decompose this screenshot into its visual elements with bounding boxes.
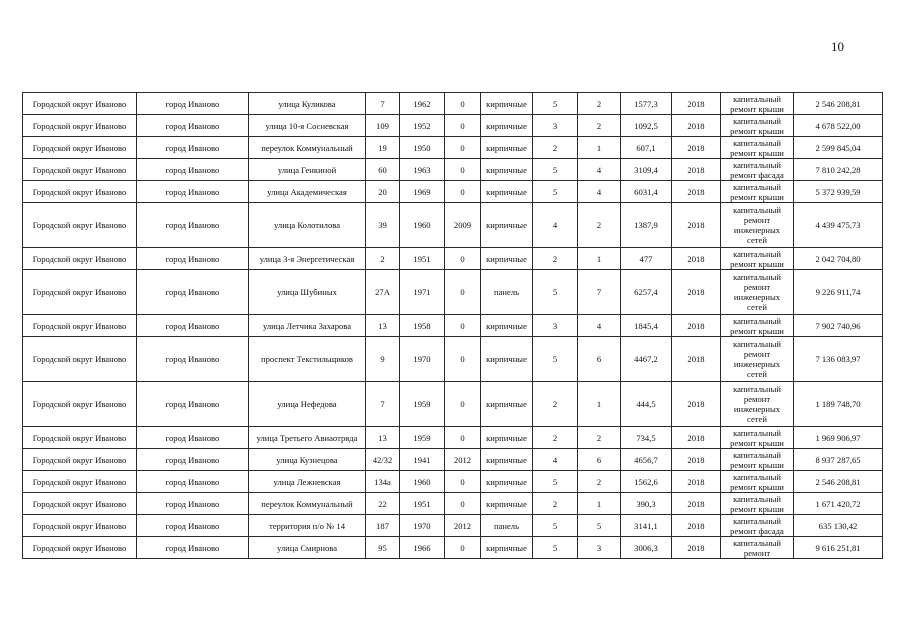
construction-year-cell: 1951 bbox=[400, 248, 445, 270]
street-cell: улица Смирнова bbox=[249, 537, 366, 559]
reconstruction-year-cell: 0 bbox=[445, 270, 481, 315]
settlement-cell: город Иваново bbox=[137, 515, 249, 537]
work-type-cell: капитальный ремонт инженерных сетей bbox=[721, 203, 794, 248]
street-cell: улица Летчика Захарова bbox=[249, 315, 366, 337]
year-cell: 2018 bbox=[672, 159, 721, 181]
work-type-cell: капитальный ремонт фасада bbox=[721, 515, 794, 537]
work-type-cell: капитальный ремонт крыши bbox=[721, 248, 794, 270]
wall-material-cell: кирпичные bbox=[481, 427, 533, 449]
page-number: 10 bbox=[831, 39, 844, 54]
construction-year-cell: 1958 bbox=[400, 315, 445, 337]
construction-year-cell: 1959 bbox=[400, 427, 445, 449]
municipality-cell: Городской округ Иваново bbox=[23, 248, 137, 270]
year-cell: 2018 bbox=[672, 115, 721, 137]
wall-material-cell: кирпичные bbox=[481, 493, 533, 515]
house-number-cell: 42/32 bbox=[366, 449, 400, 471]
municipality-cell: Городской округ Иваново bbox=[23, 515, 137, 537]
entrances-cell: 2 bbox=[578, 471, 621, 493]
cost-cell: 7 136 083,97 bbox=[794, 337, 883, 382]
year-cell: 2018 bbox=[672, 270, 721, 315]
area-cell: 477 bbox=[621, 248, 672, 270]
street-cell: улица 10-я Сосневская bbox=[249, 115, 366, 137]
settlement-cell: город Иваново bbox=[137, 159, 249, 181]
house-number-cell: 39 bbox=[366, 203, 400, 248]
entrances-cell: 2 bbox=[578, 115, 621, 137]
area-cell: 3141,1 bbox=[621, 515, 672, 537]
year-cell: 2018 bbox=[672, 471, 721, 493]
construction-year-cell: 1966 bbox=[400, 537, 445, 559]
reconstruction-year-cell: 0 bbox=[445, 181, 481, 203]
settlement-cell: город Иваново bbox=[137, 181, 249, 203]
house-number-cell: 7 bbox=[366, 93, 400, 115]
year-cell: 2018 bbox=[672, 203, 721, 248]
wall-material-cell: кирпичные bbox=[481, 537, 533, 559]
house-number-cell: 2 bbox=[366, 248, 400, 270]
table-row bbox=[23, 181, 883, 203]
table-row bbox=[23, 137, 883, 159]
floors-cell: 2 bbox=[533, 137, 578, 159]
work-type-cell: капитальный ремонт инженерных сетей bbox=[721, 337, 794, 382]
floors-cell: 4 bbox=[533, 449, 578, 471]
municipality-cell: Городской округ Иваново bbox=[23, 537, 137, 559]
wall-material-cell: кирпичные bbox=[481, 115, 533, 137]
reconstruction-year-cell: 2012 bbox=[445, 449, 481, 471]
house-number-cell: 9 bbox=[366, 337, 400, 382]
settlement-cell: город Иваново bbox=[137, 270, 249, 315]
work-type-cell: капитальный ремонт крыши bbox=[721, 427, 794, 449]
settlement-cell: город Иваново bbox=[137, 337, 249, 382]
wall-material-cell: кирпичные bbox=[481, 248, 533, 270]
floors-cell: 5 bbox=[533, 515, 578, 537]
wall-material-cell: кирпичные bbox=[481, 471, 533, 493]
settlement-cell: город Иваново bbox=[137, 137, 249, 159]
settlement-cell: город Иваново bbox=[137, 203, 249, 248]
street-cell: улица Куликова bbox=[249, 93, 366, 115]
area-cell: 734,5 bbox=[621, 427, 672, 449]
area-cell: 607,1 bbox=[621, 137, 672, 159]
area-cell: 1387,9 bbox=[621, 203, 672, 248]
entrances-cell: 6 bbox=[578, 449, 621, 471]
table-row bbox=[23, 159, 883, 181]
entrances-cell: 2 bbox=[578, 203, 621, 248]
cost-cell: 2 599 845,04 bbox=[794, 137, 883, 159]
work-type-cell: капитальный ремонт крыши bbox=[721, 493, 794, 515]
table-body bbox=[23, 93, 883, 559]
wall-material-cell: кирпичные bbox=[481, 93, 533, 115]
construction-year-cell: 1962 bbox=[400, 93, 445, 115]
entrances-cell: 1 bbox=[578, 382, 621, 427]
street-cell: улица Кузнецова bbox=[249, 449, 366, 471]
construction-year-cell: 1970 bbox=[400, 337, 445, 382]
work-type-cell: капитальный ремонт крыши bbox=[721, 181, 794, 203]
cost-cell: 8 937 287,65 bbox=[794, 449, 883, 471]
cost-cell: 4 439 475,73 bbox=[794, 203, 883, 248]
settlement-cell: город Иваново bbox=[137, 248, 249, 270]
area-cell: 1562,6 bbox=[621, 471, 672, 493]
area-cell: 1845,4 bbox=[621, 315, 672, 337]
work-type-cell: капитальный ремонт крыши bbox=[721, 449, 794, 471]
cost-cell: 7 902 740,96 bbox=[794, 315, 883, 337]
reconstruction-year-cell: 0 bbox=[445, 337, 481, 382]
house-number-cell: 19 bbox=[366, 137, 400, 159]
cost-cell: 635 130,42 bbox=[794, 515, 883, 537]
floors-cell: 5 bbox=[533, 270, 578, 315]
table-row bbox=[23, 203, 883, 248]
reconstruction-year-cell: 0 bbox=[445, 115, 481, 137]
floors-cell: 5 bbox=[533, 181, 578, 203]
municipality-cell: Городской округ Иваново bbox=[23, 93, 137, 115]
table-row bbox=[23, 471, 883, 493]
entrances-cell: 4 bbox=[578, 159, 621, 181]
table-row bbox=[23, 515, 883, 537]
area-cell: 6031,4 bbox=[621, 181, 672, 203]
house-number-cell: 13 bbox=[366, 315, 400, 337]
wall-material-cell: кирпичные bbox=[481, 382, 533, 427]
entrances-cell: 4 bbox=[578, 315, 621, 337]
street-cell: территория п/о № 14 bbox=[249, 515, 366, 537]
entrances-cell: 1 bbox=[578, 493, 621, 515]
entrances-cell: 2 bbox=[578, 93, 621, 115]
work-type-cell: капитальный ремонт крыши bbox=[721, 93, 794, 115]
cost-cell: 4 678 522,00 bbox=[794, 115, 883, 137]
street-cell: проспект Текстильщиков bbox=[249, 337, 366, 382]
house-number-cell: 20 bbox=[366, 181, 400, 203]
entrances-cell: 7 bbox=[578, 270, 621, 315]
street-cell: улица 3-я Энергетическая bbox=[249, 248, 366, 270]
floors-cell: 5 bbox=[533, 537, 578, 559]
reconstruction-year-cell: 0 bbox=[445, 537, 481, 559]
wall-material-cell: кирпичные bbox=[481, 315, 533, 337]
street-cell: переулок Коммунальный bbox=[249, 137, 366, 159]
reconstruction-year-cell: 0 bbox=[445, 471, 481, 493]
reconstruction-year-cell: 0 bbox=[445, 93, 481, 115]
street-cell: улица Колотилова bbox=[249, 203, 366, 248]
settlement-cell: город Иваново bbox=[137, 427, 249, 449]
work-type-cell: капитальный ремонт инженерных сетей bbox=[721, 382, 794, 427]
house-number-cell: 60 bbox=[366, 159, 400, 181]
street-cell: улица Нефедова bbox=[249, 382, 366, 427]
construction-year-cell: 1969 bbox=[400, 181, 445, 203]
year-cell: 2018 bbox=[672, 449, 721, 471]
work-type-cell: капитальный ремонт крыши bbox=[721, 115, 794, 137]
floors-cell: 2 bbox=[533, 427, 578, 449]
wall-material-cell: кирпичные bbox=[481, 449, 533, 471]
floors-cell: 5 bbox=[533, 471, 578, 493]
area-cell: 4656,7 bbox=[621, 449, 672, 471]
municipality-cell: Городской округ Иваново bbox=[23, 449, 137, 471]
work-type-cell: капитальный ремонт крыши bbox=[721, 315, 794, 337]
reconstruction-year-cell: 0 bbox=[445, 315, 481, 337]
municipality-cell: Городской округ Иваново bbox=[23, 493, 137, 515]
table-row bbox=[23, 337, 883, 382]
cost-cell: 5 372 939,59 bbox=[794, 181, 883, 203]
settlement-cell: город Иваново bbox=[137, 471, 249, 493]
settlement-cell: город Иваново bbox=[137, 93, 249, 115]
settlement-cell: город Иваново bbox=[137, 382, 249, 427]
street-cell: переулок Коммунальный bbox=[249, 493, 366, 515]
construction-year-cell: 1971 bbox=[400, 270, 445, 315]
table-row bbox=[23, 382, 883, 427]
work-type-cell: капитальный ремонт bbox=[721, 537, 794, 559]
construction-year-cell: 1970 bbox=[400, 515, 445, 537]
construction-year-cell: 1952 bbox=[400, 115, 445, 137]
house-number-cell: 134а bbox=[366, 471, 400, 493]
table-row bbox=[23, 248, 883, 270]
municipality-cell: Городской округ Иваново bbox=[23, 315, 137, 337]
settlement-cell: город Иваново bbox=[137, 449, 249, 471]
work-type-cell: капитальный ремонт крыши bbox=[721, 471, 794, 493]
municipality-cell: Городской округ Иваново bbox=[23, 159, 137, 181]
floors-cell: 5 bbox=[533, 159, 578, 181]
reconstruction-year-cell: 2009 bbox=[445, 203, 481, 248]
work-type-cell: капитальный ремонт крыши bbox=[721, 137, 794, 159]
table-row bbox=[23, 537, 883, 559]
reconstruction-year-cell: 0 bbox=[445, 248, 481, 270]
house-number-cell: 22 bbox=[366, 493, 400, 515]
wall-material-cell: панель bbox=[481, 270, 533, 315]
municipality-cell: Городской округ Иваново bbox=[23, 471, 137, 493]
year-cell: 2018 bbox=[672, 382, 721, 427]
entrances-cell: 1 bbox=[578, 137, 621, 159]
settlement-cell: город Иваново bbox=[137, 115, 249, 137]
floors-cell: 2 bbox=[533, 248, 578, 270]
street-cell: улица Академическая bbox=[249, 181, 366, 203]
area-cell: 3109,4 bbox=[621, 159, 672, 181]
cost-cell: 7 810 242,28 bbox=[794, 159, 883, 181]
year-cell: 2018 bbox=[672, 427, 721, 449]
area-cell: 1092,5 bbox=[621, 115, 672, 137]
area-cell: 6257,4 bbox=[621, 270, 672, 315]
settlement-cell: город Иваново bbox=[137, 537, 249, 559]
house-number-cell: 187 bbox=[366, 515, 400, 537]
cost-cell: 1 189 748,70 bbox=[794, 382, 883, 427]
year-cell: 2018 bbox=[672, 337, 721, 382]
housing-repair-table bbox=[22, 92, 883, 559]
construction-year-cell: 1963 bbox=[400, 159, 445, 181]
wall-material-cell: кирпичные bbox=[481, 337, 533, 382]
street-cell: улица Третьего Авиаотряда bbox=[249, 427, 366, 449]
entrances-cell: 4 bbox=[578, 181, 621, 203]
cost-cell: 2 546 208,81 bbox=[794, 471, 883, 493]
street-cell: улица Генкиной bbox=[249, 159, 366, 181]
floors-cell: 2 bbox=[533, 493, 578, 515]
cost-cell: 2 546 208,81 bbox=[794, 93, 883, 115]
year-cell: 2018 bbox=[672, 137, 721, 159]
area-cell: 1577,3 bbox=[621, 93, 672, 115]
municipality-cell: Городской округ Иваново bbox=[23, 203, 137, 248]
cost-cell: 1 969 906,97 bbox=[794, 427, 883, 449]
area-cell: 3006,3 bbox=[621, 537, 672, 559]
reconstruction-year-cell: 0 bbox=[445, 159, 481, 181]
floors-cell: 3 bbox=[533, 115, 578, 137]
construction-year-cell: 1959 bbox=[400, 382, 445, 427]
area-cell: 4467,2 bbox=[621, 337, 672, 382]
wall-material-cell: кирпичные bbox=[481, 137, 533, 159]
year-cell: 2018 bbox=[672, 181, 721, 203]
municipality-cell: Городской округ Иваново bbox=[23, 337, 137, 382]
reconstruction-year-cell: 2012 bbox=[445, 515, 481, 537]
house-number-cell: 109 bbox=[366, 115, 400, 137]
work-type-cell: капитальный ремонт фасада bbox=[721, 159, 794, 181]
wall-material-cell: панель bbox=[481, 515, 533, 537]
floors-cell: 3 bbox=[533, 315, 578, 337]
table-row bbox=[23, 493, 883, 515]
entrances-cell: 2 bbox=[578, 427, 621, 449]
entrances-cell: 3 bbox=[578, 537, 621, 559]
year-cell: 2018 bbox=[672, 493, 721, 515]
street-cell: улица Шубиных bbox=[249, 270, 366, 315]
construction-year-cell: 1941 bbox=[400, 449, 445, 471]
floors-cell: 4 bbox=[533, 203, 578, 248]
construction-year-cell: 1951 bbox=[400, 493, 445, 515]
wall-material-cell: кирпичные bbox=[481, 159, 533, 181]
municipality-cell: Городской округ Иваново bbox=[23, 427, 137, 449]
table-row bbox=[23, 315, 883, 337]
year-cell: 2018 bbox=[672, 248, 721, 270]
year-cell: 2018 bbox=[672, 315, 721, 337]
table-row bbox=[23, 93, 883, 115]
floors-cell: 5 bbox=[533, 93, 578, 115]
reconstruction-year-cell: 0 bbox=[445, 427, 481, 449]
floors-cell: 2 bbox=[533, 382, 578, 427]
table-row bbox=[23, 270, 883, 315]
house-number-cell: 7 bbox=[366, 382, 400, 427]
construction-year-cell: 1950 bbox=[400, 137, 445, 159]
reconstruction-year-cell: 0 bbox=[445, 493, 481, 515]
house-number-cell: 13 bbox=[366, 427, 400, 449]
reconstruction-year-cell: 0 bbox=[445, 137, 481, 159]
wall-material-cell: кирпичные bbox=[481, 181, 533, 203]
cost-cell: 9 226 911,74 bbox=[794, 270, 883, 315]
work-type-cell: капитальный ремонт инженерных сетей bbox=[721, 270, 794, 315]
construction-year-cell: 1960 bbox=[400, 471, 445, 493]
wall-material-cell: кирпичные bbox=[481, 203, 533, 248]
entrances-cell: 6 bbox=[578, 337, 621, 382]
cost-cell: 2 042 704,80 bbox=[794, 248, 883, 270]
area-cell: 444,5 bbox=[621, 382, 672, 427]
cost-cell: 1 671 420,72 bbox=[794, 493, 883, 515]
floors-cell: 5 bbox=[533, 337, 578, 382]
municipality-cell: Городской округ Иваново bbox=[23, 382, 137, 427]
year-cell: 2018 bbox=[672, 515, 721, 537]
cost-cell: 9 616 251,81 bbox=[794, 537, 883, 559]
table-row bbox=[23, 115, 883, 137]
house-number-cell: 27А bbox=[366, 270, 400, 315]
year-cell: 2018 bbox=[672, 537, 721, 559]
area-cell: 390,3 bbox=[621, 493, 672, 515]
entrances-cell: 1 bbox=[578, 248, 621, 270]
table-row bbox=[23, 449, 883, 471]
reconstruction-year-cell: 0 bbox=[445, 382, 481, 427]
street-cell: улица Лежневская bbox=[249, 471, 366, 493]
settlement-cell: город Иваново bbox=[137, 493, 249, 515]
municipality-cell: Городской округ Иваново bbox=[23, 181, 137, 203]
construction-year-cell: 1960 bbox=[400, 203, 445, 248]
table-row bbox=[23, 427, 883, 449]
municipality-cell: Городской округ Иваново bbox=[23, 270, 137, 315]
year-cell: 2018 bbox=[672, 93, 721, 115]
municipality-cell: Городской округ Иваново bbox=[23, 137, 137, 159]
settlement-cell: город Иваново bbox=[137, 315, 249, 337]
house-number-cell: 95 bbox=[366, 537, 400, 559]
entrances-cell: 5 bbox=[578, 515, 621, 537]
municipality-cell: Городской округ Иваново bbox=[23, 115, 137, 137]
